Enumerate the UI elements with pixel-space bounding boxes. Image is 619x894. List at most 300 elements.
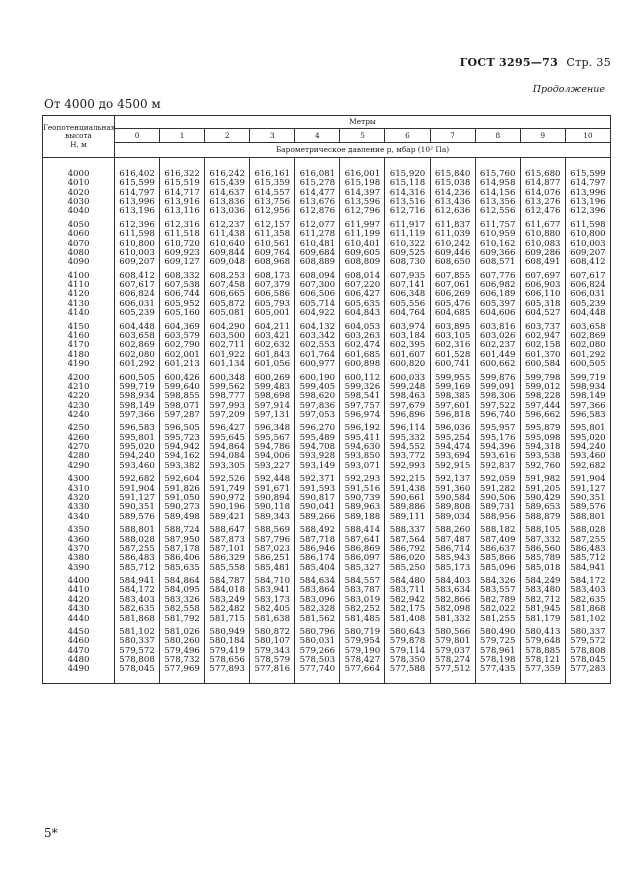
- pressure-value: 616,322: [164, 169, 200, 179]
- pressure-value: 594,396: [479, 442, 516, 453]
- pressure-value: 609,684: [299, 247, 336, 258]
- pressure-value: 612,237: [209, 219, 245, 230]
- pressure-value: 590,196: [209, 502, 245, 513]
- pressure-value: 594,084: [209, 451, 245, 462]
- pressure-value: 606,427: [344, 289, 381, 300]
- pressure-value: 586,251: [254, 553, 291, 564]
- pressure-value: 603,263: [344, 331, 381, 342]
- pressure-value: 584,095: [164, 585, 200, 596]
- pressure-value: 616,161: [254, 169, 291, 179]
- pressure-value: 605,239: [119, 308, 155, 319]
- height-value: 4000: [67, 169, 90, 179]
- pressure-table: [42, 115, 611, 684]
- pressure-value: 586,714: [434, 543, 471, 554]
- pressure-value: 611,757: [479, 219, 516, 230]
- pressure-value: 602,237: [479, 340, 516, 351]
- pressure-value: 578,503: [299, 655, 336, 666]
- pressure-value: 603,816: [479, 321, 516, 332]
- pressure-cell: [475, 170, 520, 221]
- pressure-value: 580,184: [209, 636, 245, 647]
- pressure-value: 583,864: [299, 585, 336, 596]
- pressure-cell: [295, 272, 340, 323]
- pressure-value: 590,429: [524, 493, 561, 504]
- pressure-value: 584,941: [570, 562, 606, 573]
- height-value: 4460: [67, 636, 90, 647]
- column-header: 5: [340, 129, 385, 143]
- pressure-value: 612,396: [570, 206, 606, 217]
- pressure-value: 579,572: [119, 645, 155, 656]
- pressure-cell: [205, 577, 250, 628]
- pressure-value: 595,801: [119, 432, 155, 443]
- pressure-cell: [340, 628, 385, 679]
- pressure-value: 578,045: [570, 655, 606, 666]
- pressure-value: 589,034: [434, 511, 471, 522]
- pressure-value: 614,637: [209, 187, 245, 198]
- pressure-cell: [520, 374, 565, 425]
- pressure-value: 582,405: [254, 604, 291, 615]
- pressure-cell: [475, 577, 520, 628]
- pressure-cell: [160, 475, 205, 526]
- pressure-value: 598,698: [254, 391, 291, 402]
- pressure-value: 599,955: [434, 372, 471, 383]
- pressure-value: 610,003: [119, 247, 155, 258]
- pressure-value: 589,343: [254, 511, 291, 522]
- pressure-value: 599,248: [389, 381, 426, 392]
- pressure-value: 585,712: [119, 562, 155, 573]
- pressure-value: 590,506: [479, 493, 516, 504]
- pressure-value: 589,111: [389, 511, 426, 522]
- pressure-cell: [295, 628, 340, 679]
- range-title: От 4000 до 4500 м: [44, 97, 161, 111]
- pressure-value: 590,351: [119, 502, 155, 513]
- pressure-value: 592,526: [209, 474, 245, 485]
- pressure-value: 607,776: [479, 270, 516, 281]
- pressure-value: 590,894: [254, 493, 291, 504]
- column-header: 7: [430, 129, 475, 143]
- height-value: 4150: [67, 321, 90, 332]
- pressure-cell: [430, 628, 475, 679]
- pressure-value: 602,632: [254, 340, 291, 351]
- pressure-cell: [520, 424, 565, 475]
- pressure-value: 592,371: [299, 474, 336, 485]
- pressure-cell: [565, 170, 610, 221]
- height-value: 4040: [67, 206, 90, 217]
- pressure-value: 601,922: [209, 349, 245, 360]
- pressure-cell: [295, 526, 340, 577]
- pressure-value: 582,942: [389, 594, 426, 605]
- pressure-value: 601,213: [164, 359, 200, 370]
- pressure-value: 596,505: [164, 423, 200, 434]
- pressure-value: 591,205: [524, 483, 561, 494]
- pressure-value: 608,889: [299, 257, 336, 268]
- pressure-value: 578,045: [119, 664, 155, 675]
- height-value: 4470: [67, 645, 90, 656]
- pressure-value: 584,172: [570, 576, 606, 587]
- pressure-value: 613,676: [299, 197, 336, 208]
- pressure-value: 591,593: [299, 483, 336, 494]
- pressure-value: 581,102: [570, 613, 606, 624]
- table-row: [43, 526, 611, 577]
- pressure-value: 594,318: [524, 442, 561, 453]
- pressure-value: 614,236: [434, 187, 471, 198]
- pressure-value: 603,026: [479, 331, 516, 342]
- pressure-cell: [205, 475, 250, 526]
- height-value: 4340: [67, 511, 90, 522]
- pressure-cell: [205, 272, 250, 323]
- pressure-value: 610,959: [479, 229, 516, 240]
- column-header: 0: [115, 129, 160, 143]
- pressure-value: 592,137: [434, 474, 471, 485]
- pressure-cell: [565, 323, 610, 374]
- pressure-value: 583,326: [164, 594, 200, 605]
- height-value: 4320: [67, 493, 90, 504]
- pressure-value: 588,801: [570, 511, 606, 522]
- pressure-value: 582,712: [524, 594, 561, 605]
- pressure-value: 585,096: [479, 562, 516, 573]
- pressure-value: 579,496: [164, 645, 200, 656]
- pressure-value: 583,941: [254, 585, 291, 596]
- pressure-value: 603,737: [524, 321, 561, 332]
- pressure-cell: [565, 272, 610, 323]
- pressure-value: 584,326: [479, 576, 516, 587]
- pressure-value: 584,018: [209, 585, 245, 596]
- pressure-value: 605,239: [570, 298, 606, 309]
- pressure-value: 616,081: [299, 169, 336, 179]
- pressure-value: 584,787: [209, 576, 245, 587]
- pressure-value: 611,119: [389, 229, 426, 240]
- column-header: 1: [160, 129, 205, 143]
- height-value: 4090: [67, 257, 90, 268]
- pressure-value: 578,656: [209, 655, 245, 666]
- continuation-note: Продолжение: [532, 84, 605, 95]
- pressure-cell: [160, 170, 205, 221]
- pressure-value: 582,482: [209, 604, 245, 615]
- pressure-value: 581,715: [209, 613, 245, 624]
- pressure-cell: [430, 221, 475, 272]
- pressure-cell: [250, 323, 295, 374]
- pressure-value: 610,800: [570, 229, 606, 240]
- pressure-value: 612,556: [479, 206, 516, 217]
- pressure-value: 604,290: [209, 321, 245, 332]
- pressure-value: 585,018: [524, 562, 561, 573]
- pressure-value: 583,403: [570, 585, 606, 596]
- pressure-value: 590,118: [254, 502, 291, 513]
- pressure-value: 604,922: [299, 308, 336, 319]
- pressure-value: 615,599: [119, 178, 155, 189]
- pressure-value: 589,421: [209, 511, 245, 522]
- height-cell: [43, 577, 115, 628]
- pressure-value: 599,483: [254, 381, 291, 392]
- pressure-cell: [160, 221, 205, 272]
- height-value: 4260: [67, 432, 90, 443]
- table-row: [43, 170, 611, 221]
- pressure-value: 580,643: [389, 627, 426, 638]
- column-header: 6: [385, 129, 430, 143]
- pressure-value: 600,426: [164, 372, 200, 383]
- column-header: 8: [475, 129, 520, 143]
- pressure-value: 599,798: [524, 372, 561, 383]
- pressure-value: 598,463: [389, 391, 426, 402]
- pressure-value: 600,820: [389, 359, 426, 370]
- pressure-value: 608,094: [299, 270, 336, 281]
- pressure-value: 588,105: [524, 525, 561, 536]
- pressure-value: 608,014: [344, 270, 381, 281]
- pressure-value: 600,505: [570, 359, 606, 370]
- pressure-value: 604,527: [524, 308, 561, 319]
- pressure-value: 602,316: [434, 340, 471, 351]
- pressure-value: 581,638: [254, 613, 291, 624]
- pressure-cell: [295, 221, 340, 272]
- height-value: 4100: [67, 270, 90, 281]
- pressure-cell: [430, 577, 475, 628]
- pressure-value: 583,019: [344, 594, 381, 605]
- pressure-value: 600,898: [344, 359, 381, 370]
- pressure-value: 606,744: [164, 289, 200, 300]
- pressure-value: 599,012: [524, 381, 561, 392]
- pressure-value: 605,081: [209, 308, 245, 319]
- height-value: 4310: [67, 483, 90, 494]
- pressure-value: 601,528: [434, 349, 471, 360]
- pressure-value: 589,266: [299, 511, 336, 522]
- pressure-value: 592,604: [164, 474, 200, 485]
- pressure-value: 606,031: [119, 298, 155, 309]
- pressure-value: 588,879: [524, 511, 561, 522]
- pressure-value: 581,562: [299, 613, 336, 624]
- pressure-value: 586,869: [344, 543, 381, 554]
- pressure-cell: [565, 628, 610, 679]
- pressure-value: 604,132: [299, 321, 336, 332]
- pressure-value: 597,836: [299, 400, 336, 411]
- pressure-value: 613,596: [344, 197, 381, 208]
- column-header: 9: [520, 129, 565, 143]
- pressure-value: 598,934: [570, 381, 606, 392]
- pressure-value: 607,538: [164, 280, 200, 291]
- pressure-value: 613,196: [119, 206, 155, 217]
- pressure-value: 585,250: [389, 562, 426, 573]
- pressure-cell: [160, 577, 205, 628]
- pressure-cell: [385, 323, 430, 374]
- height-value: 4230: [67, 400, 90, 411]
- pressure-value: 607,061: [434, 280, 471, 291]
- pressure-value: 607,617: [119, 280, 155, 291]
- pressure-value: 594,630: [344, 442, 381, 453]
- pressure-value: 603,105: [434, 331, 471, 342]
- pressure-cell: [205, 628, 250, 679]
- pressure-cell: [385, 221, 430, 272]
- pressure-value: 577,816: [254, 664, 291, 675]
- pressure-value: 603,184: [389, 331, 426, 342]
- pressure-value: 591,826: [164, 483, 200, 494]
- pressure-value: 596,583: [119, 423, 155, 434]
- pressure-value: 590,351: [570, 493, 606, 504]
- pressure-value: 607,697: [524, 270, 561, 281]
- pressure-value: 602,553: [299, 340, 336, 351]
- pressure-cell: [475, 374, 520, 425]
- pressure-value: 602,869: [570, 331, 606, 342]
- pressure-cell: [160, 424, 205, 475]
- pressure-cell: [565, 374, 610, 425]
- pressure-value: 577,512: [434, 664, 471, 675]
- pressure-value: 591,671: [254, 483, 291, 494]
- pressure-value: 612,157: [254, 219, 291, 230]
- pressure-value: 605,714: [299, 298, 336, 309]
- pressure-value: 613,196: [570, 197, 606, 208]
- pressure-value: 609,844: [209, 247, 245, 258]
- height-value: 4280: [67, 451, 90, 462]
- height-cell: [43, 323, 115, 374]
- pressure-value: 588,028: [570, 525, 606, 536]
- pressure-value: 615,359: [254, 178, 291, 189]
- pressure-value: 592,682: [570, 460, 606, 471]
- pressure-cell: [430, 323, 475, 374]
- pressure-cell: [430, 170, 475, 221]
- pressure-value: 601,685: [344, 349, 381, 360]
- pressure-value: 589,188: [344, 511, 381, 522]
- pressure-value: 610,242: [434, 238, 471, 249]
- pressure-value: 592,448: [254, 474, 291, 485]
- height-cell: [43, 475, 115, 526]
- pressure-value: 595,489: [299, 432, 336, 443]
- height-value: 4380: [67, 553, 90, 564]
- pressure-cell: [340, 170, 385, 221]
- pressure-value: 601,134: [209, 359, 245, 370]
- pressure-value: 611,358: [254, 229, 291, 240]
- pressure-value: 610,561: [254, 238, 291, 249]
- pressure-value: 592,915: [434, 460, 471, 471]
- pressure-value: 598,306: [479, 391, 516, 402]
- pressure-value: 597,131: [254, 409, 291, 420]
- pressure-value: 594,864: [209, 442, 245, 453]
- pressure-value: 584,403: [434, 576, 471, 587]
- pressure-value: 602,790: [164, 340, 200, 351]
- pressure-value: 585,327: [344, 562, 381, 573]
- pressure-value: 581,485: [344, 613, 381, 624]
- pressure-value: 592,760: [524, 460, 561, 471]
- pressure-value: 583,096: [299, 594, 336, 605]
- pressure-value: 579,878: [389, 636, 426, 647]
- pressure-value: 608,730: [389, 257, 426, 268]
- pressure-value: 600,741: [434, 359, 471, 370]
- pressure-value: 611,039: [434, 229, 471, 240]
- pressure-value: 600,584: [524, 359, 561, 370]
- pressure-value: 587,873: [209, 534, 245, 545]
- pressure-value: 606,824: [570, 280, 606, 291]
- pressure-cell: [565, 221, 610, 272]
- pressure-cell: [475, 526, 520, 577]
- pressure-value: 584,710: [254, 576, 291, 587]
- pressure-value: 600,033: [389, 372, 426, 383]
- pressure-value: 587,255: [119, 543, 155, 554]
- pressure-cell: [340, 323, 385, 374]
- height-value: 4050: [67, 219, 90, 230]
- pressure-value: 593,305: [209, 460, 245, 471]
- column-header: 4: [295, 129, 340, 143]
- pressure-value: 602,080: [570, 340, 606, 351]
- pressure-value: 594,474: [434, 442, 471, 453]
- pressure-value: 606,586: [254, 289, 291, 300]
- pressure-value: 610,322: [389, 238, 426, 249]
- pressure-value: 586,946: [299, 543, 336, 554]
- height-value: 4140: [67, 308, 90, 319]
- pressure-value: 578,885: [524, 645, 561, 656]
- pressure-value: 614,797: [119, 187, 155, 198]
- pressure-value: 615,680: [524, 169, 561, 179]
- height-cell: [43, 221, 115, 272]
- height-header: Геопотенциальная высота H, м: [43, 116, 115, 158]
- pressure-value: 606,348: [389, 289, 426, 300]
- pressure-value: 599,326: [344, 381, 381, 392]
- pressure-value: 589,886: [389, 502, 426, 513]
- pressure-value: 601,607: [389, 349, 426, 360]
- pressure-cell: [340, 374, 385, 425]
- pressure-value: 580,337: [119, 636, 155, 647]
- pressure-cell: [520, 221, 565, 272]
- pressure-value: 580,949: [209, 627, 245, 638]
- pressure-value: 615,920: [389, 169, 426, 179]
- pressure-value: 583,711: [389, 585, 426, 596]
- pressure-cell: [115, 323, 160, 374]
- pressure-value: 600,269: [254, 372, 291, 383]
- pressure-value: 605,556: [389, 298, 426, 309]
- pressure-value: 614,797: [570, 178, 606, 189]
- pressure-value: 608,809: [344, 257, 381, 268]
- height-value: 4110: [67, 280, 90, 291]
- pressure-cell: [475, 221, 520, 272]
- pressure-value: 578,274: [434, 655, 471, 666]
- pressure-value: 602,711: [209, 340, 245, 351]
- pressure-value: 596,427: [209, 423, 245, 434]
- height-value: 4180: [67, 349, 90, 360]
- pressure-value: 592,837: [479, 460, 516, 471]
- pressure-value: 598,149: [570, 391, 606, 402]
- pressure-value: 586,097: [344, 553, 381, 564]
- pressure-value: 580,796: [299, 627, 336, 638]
- height-value: 4370: [67, 543, 90, 554]
- pressure-value: 611,837: [434, 219, 471, 230]
- pressure-value: 593,850: [344, 451, 381, 462]
- pressure-value: 593,149: [299, 460, 336, 471]
- pressure-value: 585,866: [479, 553, 516, 564]
- pressure-cell: [565, 577, 610, 628]
- pressure-value: 579,037: [434, 645, 471, 656]
- pressure-value: 597,053: [299, 409, 336, 420]
- pressure-value: 598,071: [164, 400, 200, 411]
- pressure-value: 579,572: [570, 636, 606, 647]
- pressure-value: 611,598: [570, 219, 606, 230]
- height-value: 4360: [67, 534, 90, 545]
- pressure-cell: [250, 374, 295, 425]
- pressure-value: 578,808: [119, 655, 155, 666]
- pressure-value: 616,402: [119, 169, 155, 179]
- pressure-value: 601,370: [524, 349, 561, 360]
- pressure-value: 607,220: [344, 280, 381, 291]
- pressure-value: 594,240: [119, 451, 155, 462]
- pressure-value: 602,158: [524, 340, 561, 351]
- pressure-value: 613,116: [164, 206, 200, 217]
- pressure-value: 587,487: [434, 534, 471, 545]
- pressure-value: 585,481: [254, 562, 291, 573]
- pressure-value: 604,211: [254, 321, 291, 332]
- pressure-value: 591,127: [119, 493, 155, 504]
- pressure-value: 577,359: [524, 664, 561, 675]
- pressure-cell: [475, 272, 520, 323]
- pressure-value: 591,904: [570, 474, 606, 485]
- height-value: 4300: [67, 474, 90, 485]
- pressure-value: 614,156: [479, 187, 516, 198]
- height-value: 4220: [67, 391, 90, 402]
- pressure-value: 613,036: [209, 206, 245, 217]
- pressure-cell: [115, 170, 160, 221]
